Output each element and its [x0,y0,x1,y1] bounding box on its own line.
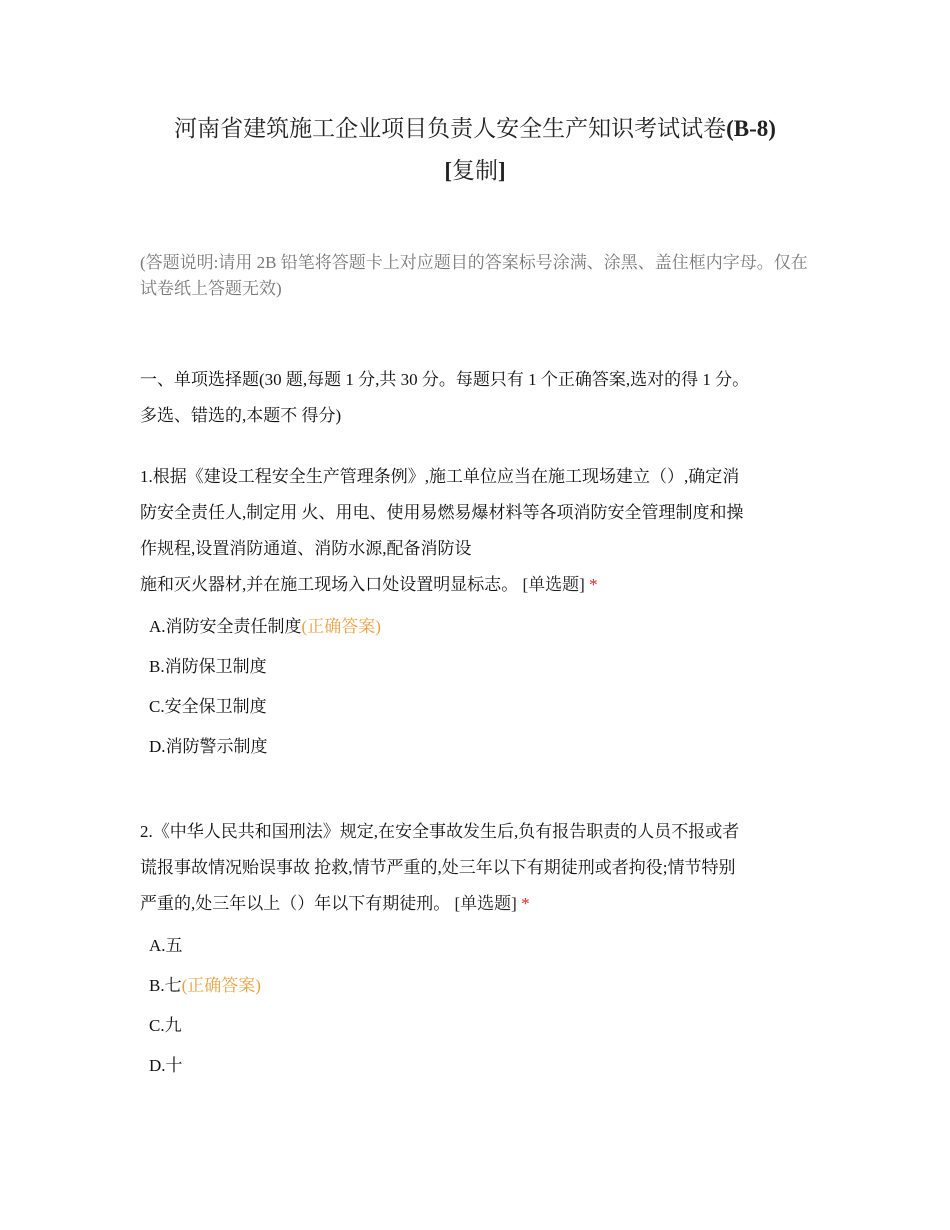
option-d[interactable] [149,727,810,767]
option-label: A.消防安全责任制度 [149,617,302,636]
title-bracket-open: [ [444,158,452,183]
title-bracket-close: ] [498,158,506,183]
question-text-line: 2.《中华人民共和国刑法》规定,在安全事故发生后,负有报告职责的人员不报或者 [140,822,740,841]
required-mark: * [589,575,598,594]
correct-answer-tag: (正确答案) [181,976,261,995]
question-text [140,459,810,603]
section-header-line-1: 一、单项选择题(30 题,每题 1 分,共 30 分。每题只有 1 个正确答案,选对的得 1 分。 [140,370,750,389]
option-label: A.五 [149,936,183,955]
title-copy-tag: 复制 [452,158,498,183]
section-header-line-2: 多选、错选的,本题不 得分) [140,406,342,425]
option-label: B.消防保卫制度 [149,657,267,676]
option-list [140,926,810,1086]
question-text-line-last [140,886,810,922]
required-mark: * [521,894,530,913]
option-c[interactable] [149,687,810,727]
title-code: (B-8) [726,116,776,141]
option-a[interactable] [149,607,810,647]
question-text [140,814,810,922]
question-1 [140,459,810,767]
option-label: C.安全保卫制度 [149,697,267,716]
option-b[interactable] [149,966,810,1006]
title-main: 河南省建筑施工企业项目负责人安全生产知识考试试卷 [174,116,727,141]
option-b[interactable] [149,647,810,687]
question-text-line-last [140,567,810,603]
question-2 [140,814,810,1086]
question-text-line: 施和灭火器材,并在施工现场入口处设置明显标志。 [140,575,519,594]
option-label: B.七 [149,976,182,995]
section-header [140,362,810,434]
question-text-line: 1.根据《建设工程安全生产管理条例》,施工单位应当在施工现场建立（）,确定消 [140,467,740,486]
option-list [140,607,810,767]
correct-answer-tag: (正确答案) [301,617,381,636]
answer-instructions: (答题说明:请用 2B 铅笔将答题卡上对应题目的答案标号涂满、涂黑、盖住框内字母。仅在 试卷纸上答题无效) [140,253,808,298]
question-type-label: [单选题] [454,894,517,913]
page-title [140,108,810,192]
question-text-line: 防安全责任人,制定用 火、用电、使用易燃易爆材料等各项消防安全管理制度和操 [140,503,744,522]
option-label: D.十 [149,1056,183,1075]
question-text-line: 谎报事故情况贻误事故 抢救,情节严重的,处三年以下有期徒刑或者拘役;情节特别 [140,858,736,877]
question-text-line: 作规程,设置消防通道、消防水源,配备消防设 [140,539,472,558]
question-text-line: 严重的,处三年以上（）年以下有期徒刑。 [140,894,451,913]
option-a[interactable] [149,926,810,966]
option-label: C.九 [149,1016,182,1035]
option-c[interactable] [149,1006,810,1046]
option-label: D.消防警示制度 [149,737,268,756]
option-d[interactable] [149,1046,810,1086]
question-type-label: [单选题] [522,575,585,594]
